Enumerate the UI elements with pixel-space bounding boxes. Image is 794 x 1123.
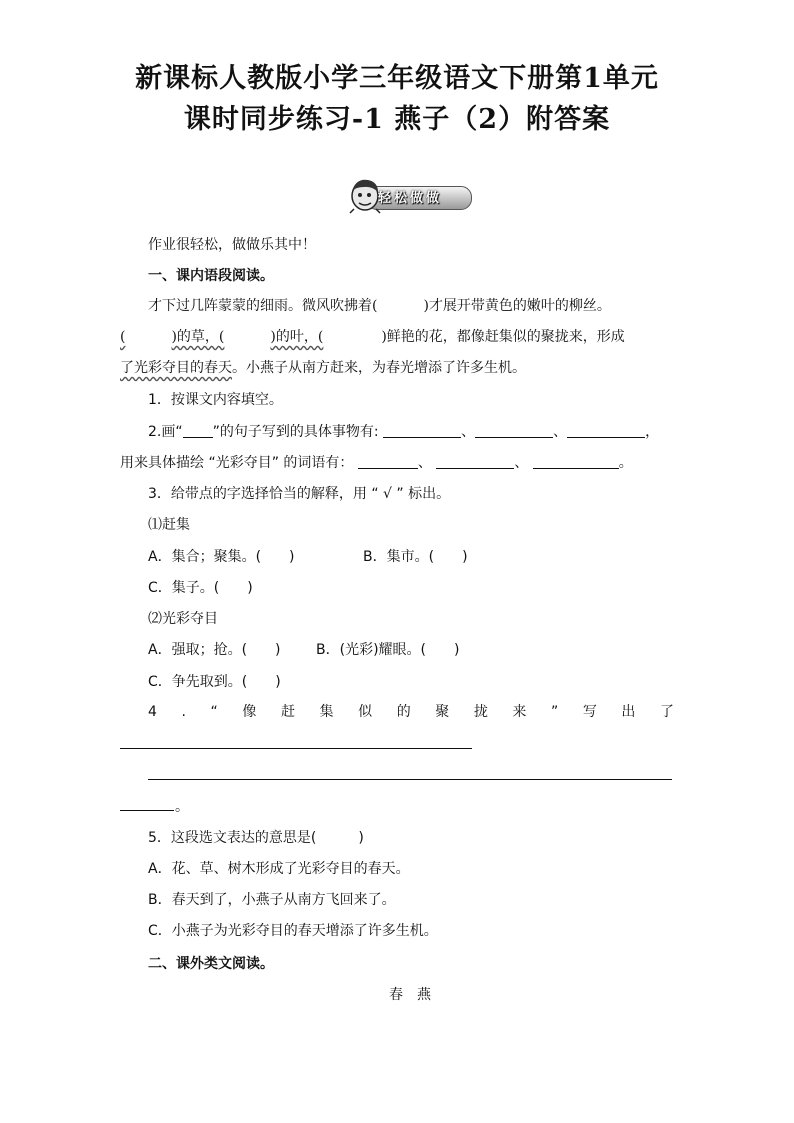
passage-wavy-text: 了光彩夺目的春天 <box>120 360 232 376</box>
q4-char: 的 <box>396 704 411 720</box>
easy-practice-badge <box>346 176 476 214</box>
passage-text: )的叶，( <box>270 329 324 345</box>
q2-sep: 、 <box>461 424 476 440</box>
q4-char: 来 <box>512 704 527 720</box>
answer-line-q4[interactable] <box>120 810 174 811</box>
q2-text: ”的句子写到的具体事物有: <box>212 424 379 440</box>
q4-char: ” <box>551 704 559 720</box>
q4-char: 像 <box>242 704 257 720</box>
passage-text: 才下过几阵蒙蒙的细雨。微风吹拂着( <box>148 298 378 314</box>
answer-blank[interactable] <box>533 454 619 469</box>
question-3-sub2: ⑵光彩夺目 <box>148 611 218 627</box>
q2-text: 用来具体描绘 “光彩夺目” 的词语有： <box>120 455 354 471</box>
section1-heading: 一、课内语段阅读。 <box>148 268 274 284</box>
option-3-1-b[interactable]: B．集市。( ) <box>363 549 468 565</box>
q4-char: 集 <box>319 704 334 720</box>
question-2-line1 <box>148 422 659 442</box>
passage-line1 <box>148 296 611 316</box>
answer-blank[interactable] <box>567 423 645 438</box>
q4-char: . <box>181 704 186 720</box>
option-5-b[interactable]: B．春天到了，小燕子从南方飞回来了。 <box>148 892 396 908</box>
answer-blank[interactable] <box>436 454 514 469</box>
passage-line2 <box>120 327 625 347</box>
intro-text: 作业很轻松，做做乐其中！ <box>148 237 316 253</box>
q4-char: 赶 <box>280 704 295 720</box>
option-3-2-c[interactable]: C．争先取到。( ) <box>148 674 281 690</box>
q4-char: 聚 <box>435 704 450 720</box>
answer-blank[interactable] <box>358 454 418 469</box>
badge-label: 轻松做做 <box>378 191 443 206</box>
option-3-1-a[interactable]: A．集合；聚集。( ) <box>148 549 295 565</box>
passage-line3 <box>120 358 526 378</box>
q4-char: 写 <box>582 704 597 720</box>
passage-text: ( <box>120 329 126 345</box>
option-3-2-a[interactable]: A．强取；抢。( ) <box>148 642 281 658</box>
option-3-2-b[interactable]: B．(光彩)耀眼。( ) <box>316 642 460 658</box>
q2-end: ， <box>645 424 660 440</box>
underline-sample <box>183 423 213 438</box>
passage-text: )才展开带黄色的嫩叶的柳丝。 <box>423 298 611 314</box>
article-title: 春 燕 <box>389 987 431 1003</box>
q4-char: 了 <box>660 704 674 720</box>
q2-sep: 、 <box>417 455 432 471</box>
answer-blank[interactable] <box>475 423 553 438</box>
q4-char: 出 <box>621 704 636 720</box>
passage-text: )的草，( <box>171 329 225 345</box>
q4-period: 。 <box>175 799 189 815</box>
page-title-line1: 新课标人教版小学三年级语文下册第1单元 <box>135 63 659 94</box>
option-5-a[interactable]: A．花、草、树木形成了光彩夺目的春天。 <box>148 861 410 877</box>
page-title-line2: 课时同步练习-1 燕子（2）附答案 <box>183 104 611 135</box>
question-5-stem: 5．这段选文表达的意思是( ) <box>148 830 364 846</box>
passage-text: )鲜艳的花，都像赶集似的聚拢来，形成 <box>381 329 625 345</box>
answer-line-q4[interactable] <box>148 779 672 780</box>
q4-char: 似 <box>358 704 373 720</box>
question-2-line2 <box>120 453 633 473</box>
question-3-stem: 3．给带点的字选择恰当的解释，用 “ √ ” 标出。 <box>148 486 451 502</box>
q2-sep: 、 <box>553 424 568 440</box>
answer-line-q4[interactable] <box>120 748 472 749</box>
option-5-c[interactable]: C．小燕子为光彩夺目的春天增添了许多生机。 <box>148 923 438 939</box>
question-3-sub1: ⑴赶集 <box>148 517 190 533</box>
q2-period: 。 <box>618 455 633 471</box>
section2-heading: 二、课外类文阅读。 <box>148 956 274 972</box>
passage-text: 。小燕子从南方赶来，为春光增添了许多生机。 <box>232 360 526 376</box>
q2-sep: 、 <box>514 455 529 471</box>
q4-char: 4 <box>148 704 157 720</box>
q4-char: “ <box>210 704 218 720</box>
question-4-stem <box>148 702 674 722</box>
q4-char: 拢 <box>473 704 488 720</box>
q2-text: 2.画“ <box>148 424 183 440</box>
answer-blank[interactable] <box>383 423 461 438</box>
option-3-1-c[interactable]: C．集子。( ) <box>148 580 253 596</box>
question-1: 1．按课文内容填空。 <box>148 392 283 408</box>
